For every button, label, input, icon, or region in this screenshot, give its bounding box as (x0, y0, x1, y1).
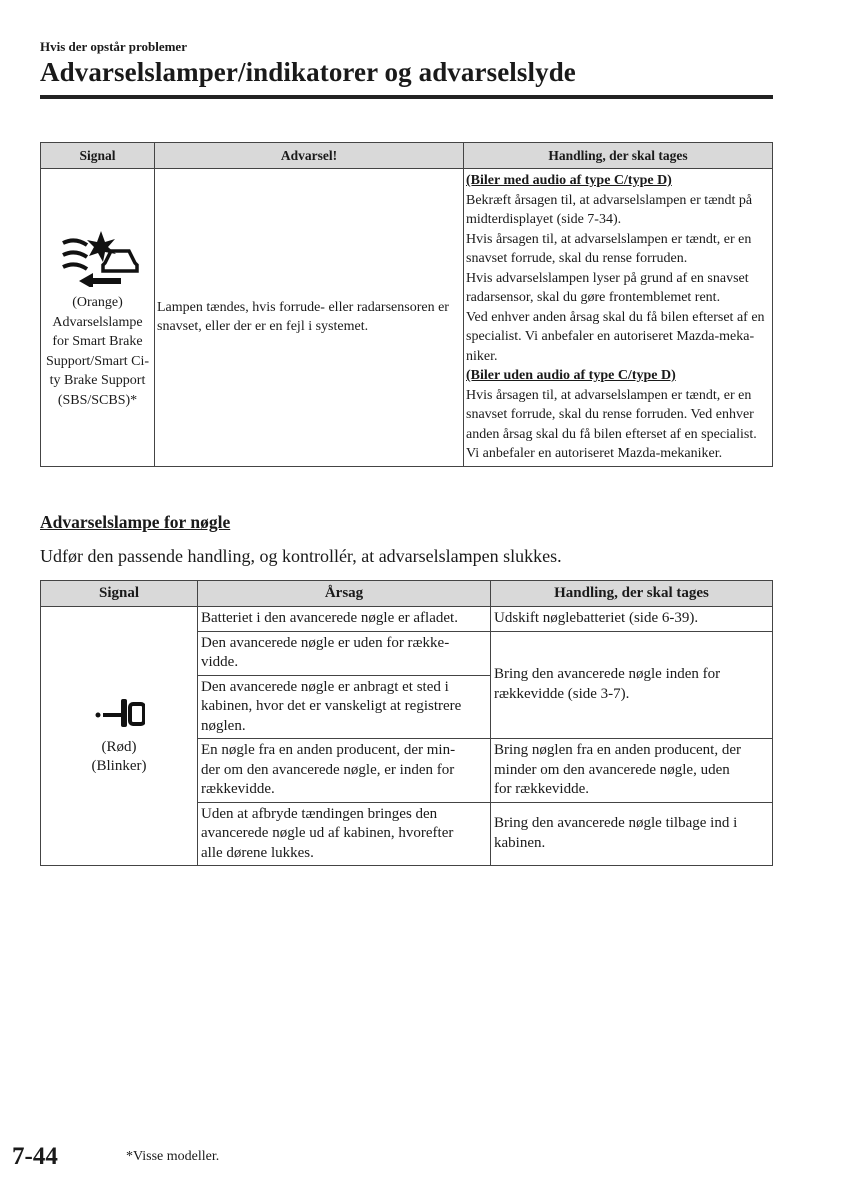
signal-label-line: (SBS/SCBS)* (57, 392, 138, 408)
cause-text-line: vidde. (201, 654, 239, 670)
warning-cell: Lampen tændes, hvis forrude- eller radarsensoren er snavset, eller der er en fejl i systemet. (155, 169, 464, 467)
action-text-line: Hvis årsagen til, at advarselslampen er tændt, er en (466, 231, 752, 247)
footnote: *Visse modeller. (126, 1149, 220, 1164)
signal-label-line: ty Brake Support (49, 373, 146, 388)
page-title: Advarselslamper/indikatorer og advarselslyde (40, 57, 576, 87)
sbs-warning-table (40, 142, 773, 467)
title-divider (40, 95, 773, 99)
action-text-line: for rækkevidde. (494, 781, 589, 797)
action-text-line: Hvis advarselslampen lyser på grund af en snavset (466, 270, 749, 286)
action-text-line: kabinen. (494, 834, 546, 851)
sbs-scbs-warning-icon (57, 229, 139, 287)
action-text-line: rækkevidde (side 3-7). (494, 685, 630, 702)
section-intro: Udfør den passende handling, og kontrollér, at advarselslampen slukkes. (40, 546, 562, 566)
key-warning-table (40, 580, 773, 866)
action-text-line: midterdisplayet (side 7-34). (466, 212, 622, 227)
action-text-line: radarsensor, skal du gøre frontemblemet rent. (466, 290, 721, 305)
column-header-action: Handling, der skal tages (464, 143, 773, 169)
cause-cell (198, 675, 491, 739)
action-text-line: Hvis årsagen til, at advarselslampen er tændt, er en (466, 387, 752, 403)
cause-cell (198, 631, 491, 675)
action-cell (491, 739, 773, 803)
cause-text-line: Den avancerede nøgle er uden for række- (201, 634, 450, 651)
signal-label-line: Advarselslampe (52, 314, 143, 330)
cause-cell (198, 607, 491, 632)
action-text-line: Ved enhver anden årsag skal du få bilen efterset af en (466, 309, 765, 325)
column-header-signal: Signal (41, 581, 198, 607)
cause-text-line: avancerede nøgle ud af kabinen, hvorefter (201, 825, 454, 841)
column-header-action: Handling, der skal tages (491, 581, 773, 607)
cause-text-line: rækkevidde. (201, 781, 275, 797)
cause-text-line: alle dørene lukkes. (201, 844, 314, 861)
action-text-line: Bring nøglen fra en anden producent, der (494, 742, 741, 758)
table-header-row (41, 581, 773, 607)
action-text-line: Udskift nøglebatteriet (side 6-39). (494, 610, 699, 626)
signal-label-blinking: (Blinker) (91, 758, 147, 774)
cause-text-line: Batteriet i den avancerede nøgle er afladet. (201, 610, 458, 626)
signal-label-line: Support/Smart Ci- (45, 353, 150, 369)
signal-cell (41, 169, 155, 467)
action-text-line: niker. (466, 348, 498, 364)
key-warning-icon (93, 696, 145, 728)
action-text-line: Bring den avancerede nøgle tilbage ind i (494, 815, 738, 832)
action-text-line: snavset forrude, skal du rense forruden. (466, 251, 688, 266)
action-cell (491, 802, 773, 866)
cause-text-line: Den avancerede nøgle er anbragt et sted i (201, 678, 449, 695)
signal-label-orange: (Orange) (72, 295, 123, 310)
column-header-cause: Årsag (198, 581, 491, 607)
signal-cell (41, 607, 198, 866)
section-label: Hvis der opstår problemer (40, 39, 187, 54)
cause-text-line: der om den avancerede nøgle, er inden for (201, 761, 455, 778)
action-subheading-with-audio: (Biler med audio af type C/type D) (466, 173, 672, 188)
table-row (41, 607, 773, 632)
cause-text-line: Uden at afbryde tændingen bringes den (201, 805, 438, 822)
cause-cell (198, 802, 491, 866)
column-header-warning: Advarsel! (155, 143, 464, 169)
table-row (41, 169, 773, 467)
action-text-line: Bekræft årsagen til, at advarselslampen er tændt på (466, 192, 753, 208)
page-number: 7-44 (12, 1143, 58, 1170)
signal-label-line: for Smart Brake (52, 334, 143, 349)
action-text-line: snavset forrude, skal du rense forruden. Ved enhver (466, 407, 754, 422)
signal-label-red: (Rød) (101, 738, 137, 755)
action-cell (491, 631, 773, 739)
table-header-row (41, 143, 773, 169)
cause-text-line: En nøgle fra en anden producent, der min- (201, 742, 456, 758)
action-text-line: Bring den avancerede nøgle inden for (494, 666, 721, 683)
action-text-line: minder om den avancerede nøgle, uden (494, 761, 730, 778)
cause-text-line: kabinen, hvor det er vanskeligt at registrere (201, 698, 462, 714)
action-text-line: Vi anbefaler en autoriseret Mazda-mekaniker. (466, 446, 723, 461)
action-subheading-without-audio: (Biler uden audio af type C/type D) (466, 368, 676, 383)
action-text-line: anden årsag skal du få bilen efterset af en specialist. (466, 426, 757, 442)
section-heading-key-warning: Advarselslampe for nøgle (40, 512, 231, 532)
action-text-line: specialist. Vi anbefaler en autoriseret Mazda-meka- (466, 329, 755, 344)
cause-cell (198, 739, 491, 803)
action-cell (491, 607, 773, 632)
action-cell (464, 169, 773, 467)
column-header-signal: Signal (41, 143, 155, 169)
cause-text-line: nøglen. (201, 717, 246, 734)
